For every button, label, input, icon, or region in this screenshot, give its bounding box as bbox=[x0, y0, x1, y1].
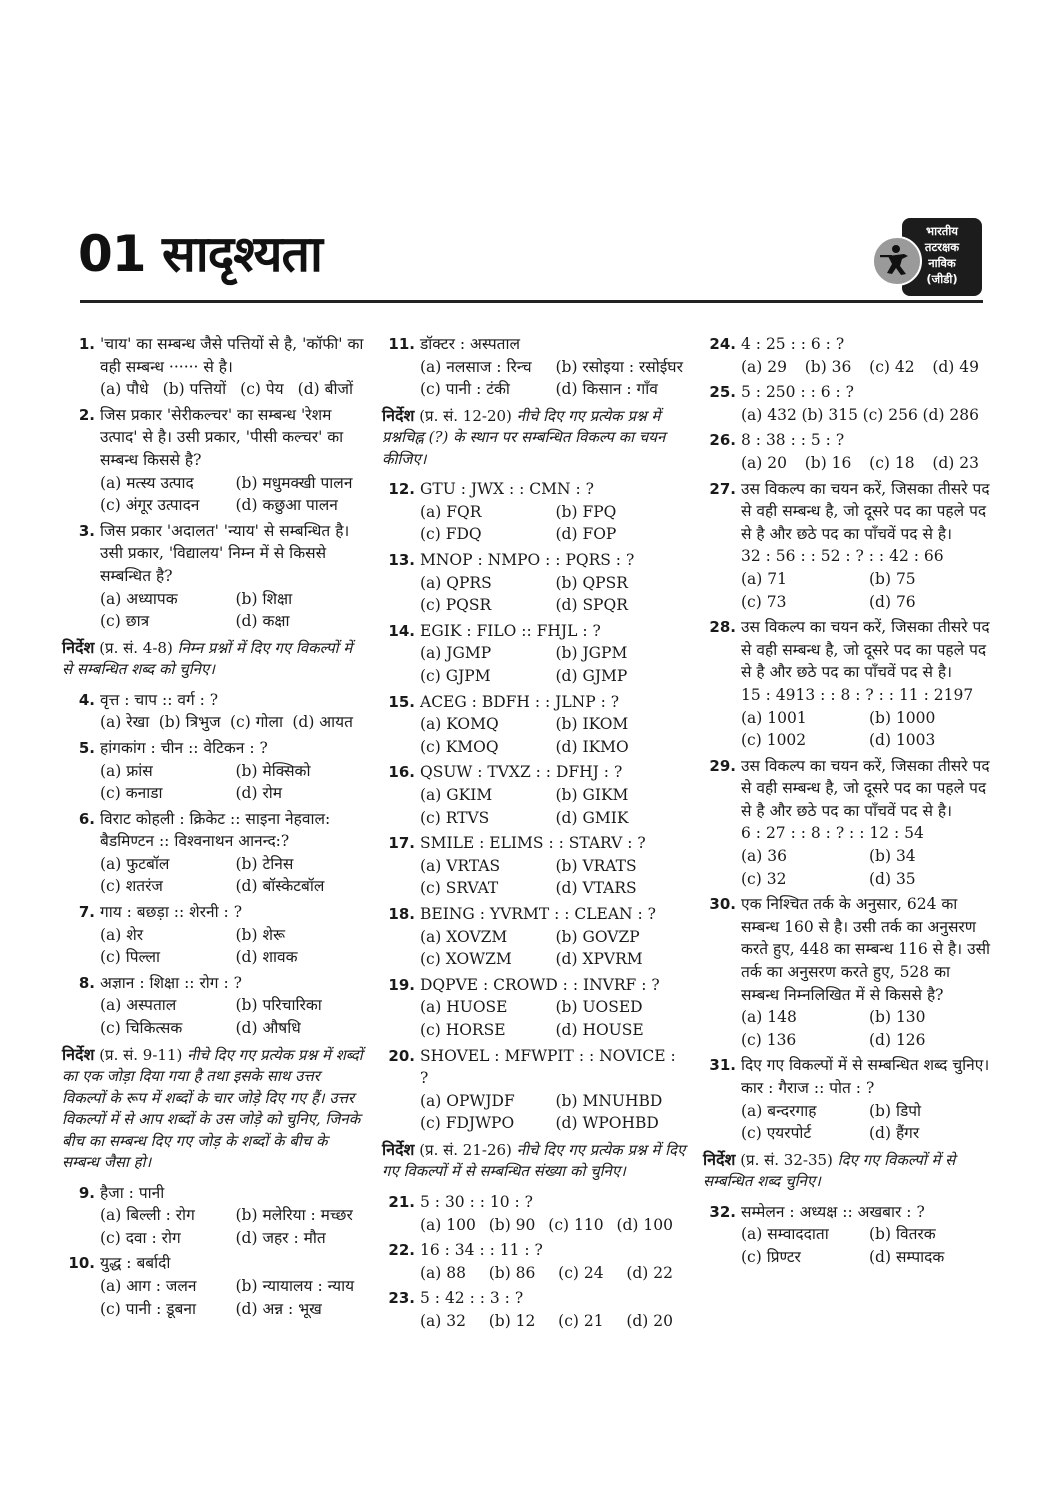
question-number: 25. bbox=[709, 383, 736, 402]
question-text: SMILE : ELIMS : : STARV : ? bbox=[420, 834, 646, 853]
question-text: उस विकल्प का चयन करें, जिसका तीसरे पद से वही सम्बन्ध है, जो दूसरे पद का पहले पद से है और छठे पद का पाँचवें पद से है। bbox=[741, 618, 990, 682]
option-d: (d) XPVRM bbox=[555, 950, 643, 969]
question-number: 1. bbox=[78, 335, 95, 353]
option-c: (c) पानी : टंकी bbox=[420, 380, 510, 399]
column-3 bbox=[703, 333, 993, 1272]
options bbox=[420, 1262, 687, 1285]
option-c: (c) गोला bbox=[230, 713, 283, 732]
exam-badge bbox=[872, 218, 982, 296]
question-24 bbox=[703, 333, 993, 378]
options bbox=[741, 1100, 993, 1145]
question-14 bbox=[382, 620, 687, 688]
options bbox=[100, 711, 367, 734]
option-a: (a) अस्पताल bbox=[100, 996, 177, 1015]
option-b: (b) टेनिस bbox=[235, 854, 294, 873]
question-number: 9. bbox=[78, 1183, 95, 1202]
option-b: (b) 12 bbox=[488, 1311, 536, 1330]
question-16 bbox=[382, 761, 687, 829]
option-a: (a) बन्दरगाह bbox=[741, 1101, 817, 1120]
option-d: (d) सम्पादक bbox=[869, 1247, 945, 1266]
option-d: (d) 126 bbox=[869, 1030, 926, 1049]
option-d: (d) कछुआ पालन bbox=[235, 496, 338, 515]
question-series: 32 : 56 : : 52 : ? : : 42 : 66 bbox=[741, 547, 944, 566]
question-text: ACEG : BDFH : : JLNP : ? bbox=[420, 692, 620, 711]
directions-range: (प्र. सं. 12-20) bbox=[419, 406, 512, 425]
option-b: (b) QPSR bbox=[555, 573, 628, 592]
question-4 bbox=[62, 689, 367, 734]
question-1 bbox=[62, 333, 367, 401]
question-text: सम्मेलन : अध्यक्ष :: अखबार : ? bbox=[741, 1202, 925, 1221]
option-a: (a) XOVZM bbox=[420, 927, 508, 946]
option-d: (d) 35 bbox=[869, 869, 916, 888]
option-a: (a) फुटबॉल bbox=[100, 854, 170, 873]
options bbox=[420, 356, 687, 401]
option-b: (b) शेरू bbox=[235, 925, 286, 944]
option-d: (d) SPQR bbox=[555, 596, 628, 615]
option-d: (d) 20 bbox=[626, 1311, 673, 1330]
option-a: (a) सम्वाददाता bbox=[741, 1225, 829, 1244]
question-text: डॉक्टर : अस्पताल bbox=[420, 335, 521, 353]
option-c: (c) पेय bbox=[240, 380, 284, 399]
question-text: 5 : 42 : : 3 : ? bbox=[420, 1289, 524, 1308]
option-b: (b) IKOM bbox=[555, 715, 629, 734]
question-number: 16. bbox=[388, 763, 415, 782]
options bbox=[420, 784, 687, 829]
options bbox=[741, 1006, 993, 1051]
options bbox=[741, 707, 993, 752]
question-text: QSUW : TVXZ : : DFHJ : ? bbox=[420, 763, 623, 782]
question-9 bbox=[62, 1182, 367, 1250]
question-text: 4 : 25 : : 6 : ? bbox=[741, 335, 845, 353]
option-c: (c) SRVAT bbox=[420, 879, 499, 898]
header-rule bbox=[80, 300, 983, 303]
question-18 bbox=[382, 903, 687, 971]
question-number: 11. bbox=[388, 335, 415, 353]
column-1 bbox=[62, 333, 367, 1323]
question-number: 23. bbox=[388, 1289, 415, 1308]
option-a: (a) GKIM bbox=[420, 786, 493, 804]
option-d: (d) रोम bbox=[235, 784, 283, 803]
question-text: BEING : YVRMT : : CLEAN : ? bbox=[420, 904, 656, 923]
options bbox=[420, 642, 687, 687]
question-number: 3. bbox=[78, 521, 95, 540]
question-26 bbox=[703, 429, 993, 474]
option-a: (a) रेखा bbox=[100, 713, 150, 732]
question-text: हैजा : पानी bbox=[100, 1183, 165, 1202]
directions-range: (प्र. सं. 4-8) bbox=[99, 638, 173, 657]
option-c: (c) FDQ bbox=[420, 525, 482, 544]
directions-range: (प्र. सं. 21-26) bbox=[419, 1140, 512, 1159]
option-b: (b) न्यायालय : न्याय bbox=[235, 1277, 355, 1295]
options bbox=[420, 501, 687, 546]
option-a: (a) अध्यापक bbox=[100, 589, 178, 608]
directions-text: नीचे दिए गए प्रत्येक प्रश्न में प्रश्नचिह्न (?) के स्थान पर सम्बन्धित विकल्प का चयन कीजिए। bbox=[382, 406, 666, 468]
question-number: 31. bbox=[709, 1056, 736, 1075]
question-text: 16 : 34 : : 11 : ? bbox=[420, 1241, 543, 1260]
question-number: 10. bbox=[68, 1254, 95, 1273]
question-8 bbox=[62, 972, 367, 1040]
question-text: युद्ध : बर्बादी bbox=[100, 1254, 171, 1273]
option-c: (c) XOWZM bbox=[420, 950, 512, 969]
option-c: (c) 256 bbox=[862, 405, 918, 424]
question-number: 20. bbox=[388, 1046, 415, 1065]
chapter-header bbox=[78, 222, 983, 302]
option-d: (d) बीजों bbox=[297, 380, 353, 399]
question-number: 30. bbox=[709, 895, 736, 914]
directions-text: नीचे दिए गए प्रत्येक प्रश्न में दिए गए विकल्पों में से सम्बन्धित संख्या को चुनिए। bbox=[382, 1140, 686, 1181]
question-text: वृत्त : चाप :: वर्ग : ? bbox=[100, 690, 219, 709]
option-d: (d) GJMP bbox=[555, 667, 628, 686]
question-number: 14. bbox=[388, 621, 415, 640]
option-d: (d) HOUSE bbox=[555, 1020, 644, 1039]
options bbox=[420, 855, 687, 900]
question-number: 26. bbox=[709, 431, 736, 450]
option-a: (a) HUOSE bbox=[420, 998, 508, 1017]
question-number: 19. bbox=[388, 975, 415, 994]
question-number: 18. bbox=[388, 904, 415, 923]
question-22 bbox=[382, 1239, 687, 1284]
option-b: (b) मधुमक्खी पालन bbox=[235, 473, 353, 492]
question-32 bbox=[703, 1201, 993, 1269]
question-series: 15 : 4913 : : 8 : ? : : 11 : 2197 bbox=[741, 685, 974, 704]
question-number: 28. bbox=[709, 618, 736, 637]
question-15 bbox=[382, 691, 687, 759]
option-c: (c) 73 bbox=[741, 592, 787, 611]
option-a: (a) KOMQ bbox=[420, 715, 499, 734]
option-c: (c) 18 bbox=[869, 453, 915, 472]
option-b: (b) 75 bbox=[869, 569, 916, 588]
question-text: उस विकल्प का चयन करें, जिसका तीसरे पद से वही सम्बन्ध है, जो दूसरे पद का पहले पद से है और छठे पद का पाँचवें पद से है। bbox=[741, 479, 990, 543]
option-d: (d) जहर : मौत bbox=[235, 1228, 326, 1247]
option-d: (d) 76 bbox=[869, 592, 916, 611]
question-text: दिए गए विकल्पों में से सम्बन्धित शब्द चुनिए। bbox=[741, 1056, 990, 1075]
option-b: (b) GIKM bbox=[555, 786, 629, 804]
question-number: 13. bbox=[388, 551, 415, 570]
question-text: MNOP : NMPO : : PQRS : ? bbox=[420, 551, 635, 570]
question-number: 24. bbox=[709, 335, 736, 353]
question-19 bbox=[382, 974, 687, 1042]
question-number: 6. bbox=[78, 809, 95, 828]
option-a: (a) फ्रांस bbox=[100, 761, 153, 780]
options bbox=[420, 926, 687, 971]
option-d: (d) 1003 bbox=[869, 731, 936, 750]
question-12 bbox=[382, 478, 687, 546]
option-c: (c) FDJWPO bbox=[420, 1114, 515, 1133]
question-31 bbox=[703, 1054, 993, 1144]
option-c: (c) RTVS bbox=[420, 808, 490, 827]
question-5 bbox=[62, 737, 367, 805]
directions-9-11 bbox=[62, 1044, 367, 1174]
question-20 bbox=[382, 1045, 687, 1135]
options bbox=[100, 994, 367, 1039]
option-b: (b) शिक्षा bbox=[235, 589, 293, 608]
option-d: (d) 100 bbox=[616, 1215, 673, 1234]
option-d: (d) VTARS bbox=[555, 879, 637, 898]
option-c: (c) छात्र bbox=[100, 612, 150, 631]
option-d: (d) 22 bbox=[626, 1263, 673, 1282]
directions-heading: निर्देश bbox=[382, 1139, 415, 1159]
option-a: (a) 100 bbox=[420, 1215, 476, 1234]
question-text: 5 : 250 : : 6 : ? bbox=[741, 383, 854, 402]
question-number: 12. bbox=[388, 480, 415, 499]
option-a: (a) 29 bbox=[741, 357, 787, 376]
question-number: 22. bbox=[388, 1241, 415, 1260]
directions-4-8 bbox=[62, 637, 367, 681]
question-text: जिस प्रकार 'सेरीकल्चर' का सम्बन्ध 'रेशम उत्पाद' से है। उसी प्रकार, 'पीसी कल्चर' का सम्बन्ध किससे है? bbox=[100, 405, 344, 469]
question-text: हांगकांग : चीन :: वेटिकन : ? bbox=[100, 738, 268, 757]
option-b: (b) 315 bbox=[801, 405, 858, 424]
options bbox=[100, 378, 367, 401]
options bbox=[420, 996, 687, 1041]
question-number: 17. bbox=[388, 834, 415, 853]
question-text: 'चाय' का सम्बन्ध जैसे पत्तियों से है, 'कॉफी' का वही सम्बन्ध ······ से है। bbox=[100, 335, 364, 376]
options bbox=[100, 1204, 367, 1249]
option-a: (a) 71 bbox=[741, 569, 787, 588]
option-b: (b) 86 bbox=[488, 1263, 536, 1282]
option-a: (a) शेर bbox=[100, 925, 144, 944]
question-text: EGIK : FILO :: FHJL : ? bbox=[420, 621, 601, 640]
options bbox=[420, 1310, 687, 1333]
option-a: (a) FQR bbox=[420, 502, 482, 521]
options bbox=[741, 568, 993, 613]
question-number: 15. bbox=[388, 692, 415, 711]
question-text: जिस प्रकार 'अदालत' 'न्याय' से सम्बन्धित है। उसी प्रकार, 'विद्यालय' निम्न में से किससे सम्बन्धित है? bbox=[100, 521, 350, 585]
question-text: 8 : 38 : : 5 : ? bbox=[741, 431, 845, 450]
option-a: (a) OPWJDF bbox=[420, 1091, 515, 1110]
option-d: (d) IKMO bbox=[555, 737, 629, 756]
option-b: (b) UOSED bbox=[555, 998, 643, 1017]
option-d: (d) 23 bbox=[932, 453, 979, 472]
option-b: (b) पत्तियों bbox=[162, 380, 227, 399]
options bbox=[420, 572, 687, 617]
question-11 bbox=[382, 333, 687, 401]
option-a: (a) VRTAS bbox=[420, 856, 501, 875]
option-b: (b) 34 bbox=[869, 847, 916, 866]
option-c: (c) GJPM bbox=[420, 667, 491, 686]
option-d: (d) किसान : गाँव bbox=[555, 380, 658, 399]
option-c: (c) चिकित्सक bbox=[100, 1019, 183, 1038]
option-c: (c) अंगूर उत्पादन bbox=[100, 496, 200, 515]
option-d: (d) 286 bbox=[922, 405, 979, 424]
option-b: (b) MNUHBD bbox=[555, 1091, 663, 1110]
option-b: (b) GOVZP bbox=[555, 927, 640, 946]
directions-heading: निर्देश bbox=[62, 1044, 95, 1064]
chapter-title: 01 सादृश्यता bbox=[78, 225, 322, 283]
option-b: (b) 36 bbox=[804, 357, 852, 376]
option-c: (c) 136 bbox=[741, 1030, 797, 1049]
directions-heading: निर्देश bbox=[382, 405, 415, 425]
option-c: (c) PQSR bbox=[420, 596, 492, 615]
option-a: (a) पौधे bbox=[100, 380, 149, 399]
option-d: (d) कक्षा bbox=[235, 612, 290, 631]
question-number: 29. bbox=[709, 756, 736, 775]
question-text: DQPVE : CROWD : : INVRF : ? bbox=[420, 975, 660, 994]
option-b: (b) वितरक bbox=[869, 1225, 936, 1244]
option-c: (c) 42 bbox=[869, 357, 915, 376]
options bbox=[420, 1090, 687, 1135]
question-text: SHOVEL : MFWPIT : : NOVICE : ? bbox=[420, 1046, 676, 1088]
directions-heading: निर्देश bbox=[703, 1149, 736, 1169]
options bbox=[420, 713, 687, 758]
options bbox=[100, 924, 367, 969]
directions-32-35 bbox=[703, 1149, 993, 1193]
option-d: (d) 49 bbox=[932, 357, 979, 376]
option-c: (c) 110 bbox=[548, 1215, 604, 1234]
question-7 bbox=[62, 901, 367, 969]
option-a: (a) 88 bbox=[420, 1263, 466, 1282]
option-d: (d) बॉस्केटबॉल bbox=[235, 877, 325, 896]
option-b: (b) डिपो bbox=[869, 1101, 922, 1120]
question-10 bbox=[62, 1252, 367, 1320]
directions-12-20 bbox=[382, 405, 687, 471]
option-c: (c) प्रिण्टर bbox=[741, 1247, 801, 1266]
option-d: (d) शावक bbox=[235, 948, 298, 967]
question-number: 4. bbox=[78, 690, 95, 709]
option-a: (a) 32 bbox=[420, 1311, 466, 1330]
badge-line-2: तटरक्षक bbox=[924, 240, 960, 254]
options bbox=[741, 452, 993, 475]
option-d: (d) FOP bbox=[555, 525, 617, 544]
option-a: (a) 1001 bbox=[741, 708, 807, 727]
directions-21-26 bbox=[382, 1139, 687, 1183]
option-b: (b) 90 bbox=[488, 1215, 536, 1234]
option-a: (a) 20 bbox=[741, 453, 787, 472]
options bbox=[741, 1223, 993, 1268]
question-series: 6 : 27 : : 8 : ? : : 12 : 54 bbox=[741, 824, 924, 843]
option-c: (c) 1002 bbox=[741, 731, 807, 750]
option-b: (b) मलेरिया : मच्छर bbox=[235, 1206, 353, 1225]
option-c: (c) पानी : डूबना bbox=[100, 1299, 196, 1318]
option-c: (c) 32 bbox=[741, 869, 787, 888]
question-text: अज्ञान : शिक्षा :: रोग : ? bbox=[100, 973, 242, 992]
badge-line-4: (जीडी) bbox=[926, 272, 958, 286]
option-c: (c) कनाडा bbox=[100, 784, 163, 803]
question-number: 5. bbox=[78, 738, 95, 757]
option-c: (c) 24 bbox=[558, 1263, 604, 1282]
question-number: 27. bbox=[709, 479, 736, 498]
options bbox=[100, 588, 367, 633]
question-text: 5 : 30 : : 10 : ? bbox=[420, 1192, 533, 1211]
directions-text: दिए गए विकल्पों में से सम्बन्धित शब्द चुनिए। bbox=[703, 1150, 956, 1191]
question-series: कार : गैराज :: पोत : ? bbox=[741, 1079, 875, 1097]
option-b: (b) JGPM bbox=[555, 644, 628, 663]
option-a: (a) 36 bbox=[741, 847, 787, 866]
option-a: (a) 432 bbox=[741, 405, 797, 424]
option-a: (a) QPRS bbox=[420, 573, 492, 592]
question-30 bbox=[703, 893, 993, 1051]
question-27 bbox=[703, 478, 993, 614]
column-2 bbox=[382, 333, 687, 1335]
option-d: (d) GMIK bbox=[555, 808, 629, 827]
option-d: (d) औषधि bbox=[235, 1019, 301, 1038]
question-number: 7. bbox=[78, 903, 95, 922]
directions-range: (प्र. सं. 32-35) bbox=[740, 1150, 833, 1169]
directions-text: नीचे दिए गए प्रत्येक प्रश्न में शब्दों का एक जोड़ा दिया गया है तथा इसके साथ उत्तर विकल्पों के रूप में शब्दों के चार जोड़े दिए गए हैं। उत्तर विकल्पों में से आप शब्दों के उस जोड़े को चुनिए, जिनके बीच का सम्बन्ध दिए गए जोड़ के शब्दों के बीच के सम्बन्ध जैसा हो। bbox=[62, 1045, 363, 1172]
directions-range: (प्र. सं. 9-11) bbox=[99, 1045, 183, 1064]
question-text: विराट कोहली : क्रिकेट :: साइना नेहवाल: बैडमिण्टन :: विश्वनाथन आनन्द:? bbox=[100, 809, 331, 851]
options bbox=[741, 404, 993, 427]
question-3 bbox=[62, 520, 367, 633]
question-number: 21. bbox=[388, 1192, 415, 1211]
question-text: एक निश्चित तर्क के अनुसार, 624 का सम्बन्ध 160 से है। उसी तर्क का अनुसरण करते हुए, 448 का सम्बन्ध 116 से है। उसी तर्क का अनुसरण करते हुए, 528 का सम्बन्ध निम्नलिखित में से किससे है? bbox=[741, 895, 991, 1004]
option-b: (b) रसोइया : रसोईघर bbox=[555, 357, 683, 376]
question-number: 8. bbox=[78, 973, 95, 992]
directions-heading: निर्देश bbox=[62, 637, 95, 657]
question-text: गाय : बछड़ा :: शेरनी : ? bbox=[100, 903, 243, 922]
badge-line-1: भारतीय bbox=[926, 224, 958, 238]
option-b: (b) 130 bbox=[869, 1008, 926, 1027]
question-21 bbox=[382, 1191, 687, 1236]
option-b: (b) परिचारिका bbox=[235, 996, 322, 1015]
option-c: (c) दवा : रोग bbox=[100, 1228, 181, 1247]
option-b: (b) त्रिभुज bbox=[158, 713, 221, 732]
option-d: (d) WPOHBD bbox=[555, 1114, 659, 1133]
option-b: (b) FPQ bbox=[555, 502, 617, 521]
options bbox=[741, 356, 993, 379]
option-c: (c) शतरंज bbox=[100, 877, 163, 896]
options bbox=[100, 1275, 367, 1320]
question-13 bbox=[382, 549, 687, 617]
question-29 bbox=[703, 755, 993, 891]
option-b: (b) 1000 bbox=[869, 708, 936, 727]
option-d: (d) अन्न : भूख bbox=[235, 1299, 322, 1318]
option-a: (a) 148 bbox=[741, 1008, 797, 1027]
question-6 bbox=[62, 808, 367, 898]
option-a: (a) नलसाज : रिन्च bbox=[420, 357, 532, 376]
question-text: उस विकल्प का चयन करें, जिसका तीसरे पद से वही सम्बन्ध है, जो दूसरे पद का पहले पद से है और छठे पद का पाँचवें पद से है। bbox=[741, 756, 990, 820]
option-c: (c) 21 bbox=[558, 1311, 604, 1330]
option-c: (c) पिल्ला bbox=[100, 948, 161, 967]
question-17 bbox=[382, 832, 687, 900]
options bbox=[100, 760, 367, 805]
option-c: (c) एयरपोर्ट bbox=[741, 1124, 812, 1143]
option-a: (a) आग : जलन bbox=[100, 1277, 197, 1295]
question-text: GTU : JWX : : CMN : ? bbox=[420, 480, 594, 499]
option-c: (c) HORSE bbox=[420, 1020, 506, 1039]
options bbox=[100, 472, 367, 517]
option-b: (b) मेक्सिको bbox=[235, 761, 311, 780]
option-a: (a) मत्स्य उत्पाद bbox=[100, 473, 194, 492]
question-23 bbox=[382, 1287, 687, 1332]
option-a: (a) बिल्ली : रोग bbox=[100, 1206, 195, 1225]
option-a: (a) JGMP bbox=[420, 644, 492, 663]
option-b: (b) 16 bbox=[804, 453, 852, 472]
question-number: 32. bbox=[709, 1202, 736, 1221]
options bbox=[420, 1214, 687, 1237]
badge-line-3: नाविक bbox=[928, 256, 956, 270]
soldier-icon bbox=[878, 242, 914, 278]
question-25 bbox=[703, 381, 993, 426]
question-2 bbox=[62, 404, 367, 517]
options bbox=[100, 853, 367, 898]
option-c: (c) KMOQ bbox=[420, 737, 499, 756]
option-d: (d) हैंगर bbox=[869, 1124, 920, 1143]
question-number: 2. bbox=[78, 405, 95, 424]
question-28 bbox=[703, 616, 993, 752]
option-d: (d) आयत bbox=[292, 713, 353, 732]
directions-text: निम्न प्रश्नों में दिए गए विकल्पों में से सम्बन्धित शब्द को चुनिए। bbox=[62, 638, 353, 679]
options bbox=[741, 845, 993, 890]
option-b: (b) VRATS bbox=[555, 856, 637, 875]
